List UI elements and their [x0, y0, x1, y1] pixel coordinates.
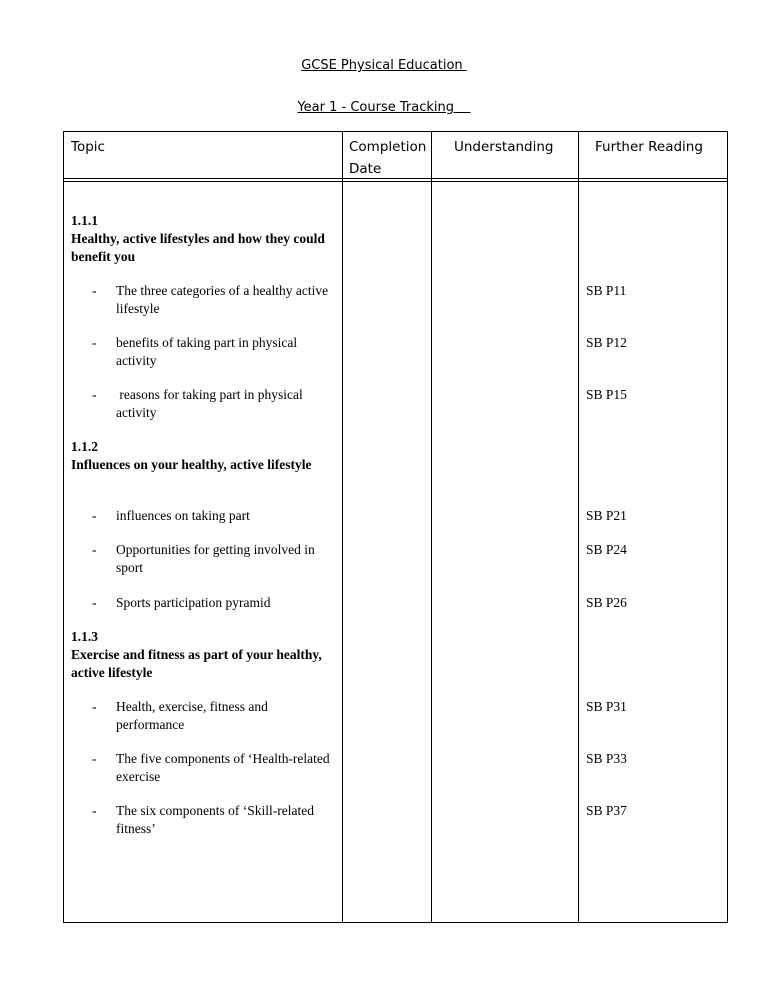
- reading-ref: SB P15: [586, 387, 627, 402]
- section-title: Influences on your healthy, active lifestyle: [71, 457, 312, 472]
- section-title: Exercise and fitness as part of your healthy, active lifestyle: [71, 647, 322, 680]
- header-further-reading: Further Reading: [595, 139, 703, 155]
- reading-ref: SB P11: [586, 283, 627, 298]
- reading-ref: SB P31: [586, 699, 627, 714]
- list-item: - benefits of taking part in physical activity: [92, 335, 298, 368]
- reading-ref: SB P12: [586, 335, 627, 350]
- list-item: - Health, exercise, fitness and performance: [92, 699, 268, 732]
- header-completion-date: Completion Date: [349, 139, 427, 177]
- section-number: 1.1.1: [71, 213, 98, 228]
- document-subtitle: Year 1 - Course Tracking: [297, 100, 471, 115]
- column-divider: [578, 131, 579, 923]
- reading-ref: SB P21: [586, 508, 627, 523]
- section-heading: [71, 212, 336, 266]
- column-divider: [342, 131, 343, 923]
- list-item: - reasons for taking part in physical activity: [92, 387, 307, 420]
- header-understanding: Understanding: [454, 139, 554, 155]
- list-item: - The three categories of a healthy active lifestyle: [92, 283, 329, 316]
- section-heading: [71, 438, 336, 474]
- header-divider: [63, 181, 728, 182]
- reading-ref: SB P24: [586, 542, 627, 557]
- section-heading: [71, 628, 336, 682]
- column-divider: [431, 131, 432, 923]
- section-number: 1.1.3: [71, 629, 98, 644]
- list-item: - The five components of ‘Health-related exercise: [92, 751, 330, 784]
- list-item: - influences on taking part: [92, 508, 250, 523]
- header-topic: Topic: [71, 139, 105, 155]
- reading-ref: SB P37: [586, 803, 627, 818]
- list-item: - Sports participation pyramid: [92, 595, 271, 610]
- reading-ref: SB P33: [586, 751, 627, 766]
- section-number: 1.1.2: [71, 439, 98, 454]
- list-item: - The six components of ‘Skill-related fitness’: [92, 803, 314, 836]
- reading-ref: SB P26: [586, 595, 627, 610]
- list-item: - Opportunities for getting involved in sport: [92, 542, 315, 575]
- section-title: Healthy, active lifestyles and how they could benefit you: [71, 231, 325, 264]
- document-title: GCSE Physical Education: [301, 58, 467, 73]
